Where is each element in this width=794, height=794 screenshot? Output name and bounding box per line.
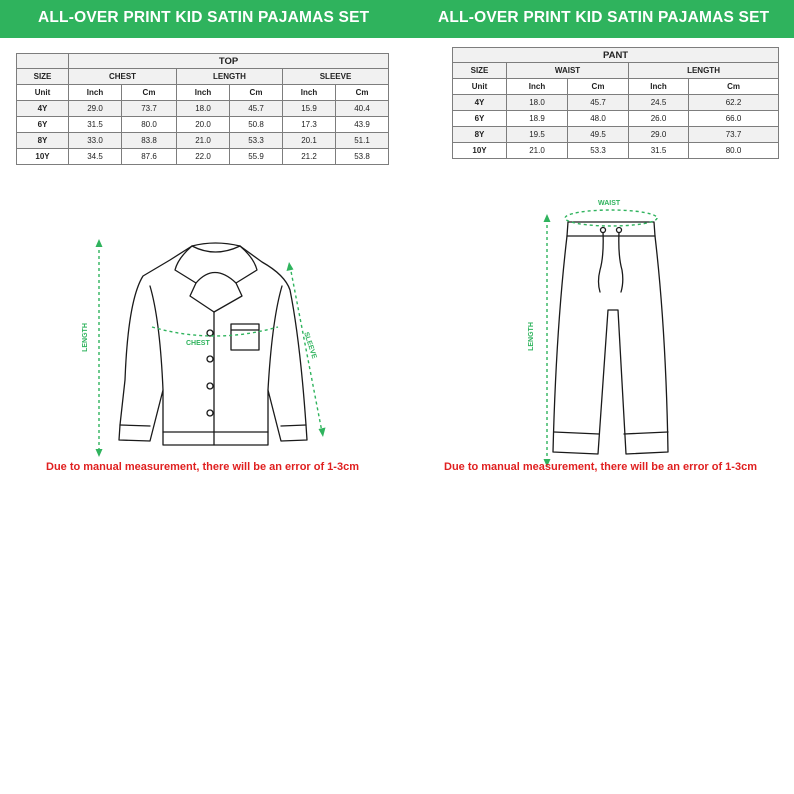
table-cell: 51.1: [336, 133, 389, 149]
title-left: ALL-OVER PRINT KID SATIN PAJAMAS SET: [38, 9, 370, 26]
table-cell: 53.3: [568, 143, 629, 159]
unit-cell: Cm: [230, 85, 283, 101]
unit-cell: Inch: [507, 79, 568, 95]
table-cell: 48.0: [568, 111, 629, 127]
top-header-sleeve: SLEEVE: [283, 69, 389, 85]
shirt-right-sleeve-seam: [268, 286, 282, 390]
pants-right-cuff: [624, 432, 668, 434]
sleeve-label: SLEEVE: [302, 331, 318, 360]
unit-cell: Inch: [69, 85, 122, 101]
top-length-label: LENGTH: [81, 323, 89, 352]
table-cell: 49.5: [568, 127, 629, 143]
arrow-head: [319, 428, 326, 438]
shirt-neck-inner: [196, 273, 236, 284]
pants-left-cuff: [554, 432, 599, 434]
size-cell: 8Y: [17, 133, 69, 149]
pants-waist-line: [565, 210, 657, 226]
eyelet: [601, 228, 606, 233]
size-cell: 4Y: [453, 95, 507, 111]
top-header-length: LENGTH: [177, 69, 283, 85]
table-cell: 53.8: [336, 149, 389, 165]
table-cell: 73.7: [689, 127, 779, 143]
table-cell: 20.0: [177, 117, 230, 133]
pant-section-title: PANT: [453, 48, 779, 63]
arrow-head: [96, 449, 103, 457]
pants-drawstring-left: [599, 232, 604, 292]
table-cell: 20.1: [283, 133, 336, 149]
unit-cell: Cm: [336, 85, 389, 101]
shirt-button: [207, 330, 213, 336]
table-cell: 21.2: [283, 149, 336, 165]
pant-header-length: LENGTH: [629, 63, 779, 79]
shirt-button: [207, 383, 213, 389]
size-cell: 4Y: [17, 101, 69, 117]
table-cell: 21.0: [507, 143, 568, 159]
pants-drawing: [553, 222, 668, 454]
title-right: ALL-OVER PRINT KID SATIN PAJAMAS SET: [438, 9, 770, 26]
arrow-head: [287, 262, 294, 271]
table-cell: 66.0: [689, 111, 779, 127]
pant-header-waist: WAIST: [507, 63, 629, 79]
size-cell: 6Y: [17, 117, 69, 133]
table-cell: 83.8: [122, 133, 177, 149]
unit-cell: Inch: [177, 85, 230, 101]
top-section-title: TOP: [69, 54, 389, 69]
size-cell: 10Y: [17, 149, 69, 165]
table-cell: 45.7: [230, 101, 283, 117]
top-header-size: SIZE: [17, 69, 69, 85]
waist-label: WAIST: [598, 200, 621, 207]
table-cell: 18.9: [507, 111, 568, 127]
table-cell: 33.0: [69, 133, 122, 149]
unit-cell: Cm: [568, 79, 629, 95]
table-cell: 34.5: [69, 149, 122, 165]
shirt-left-sleeve-seam: [150, 286, 163, 390]
table-cell: 45.7: [568, 95, 629, 111]
table-cell: 80.0: [122, 117, 177, 133]
table-cell: 18.0: [177, 101, 230, 117]
pants-eyelets: [601, 228, 622, 233]
shirt-dimension-arrows: [96, 239, 326, 457]
pant-length-label: LENGTH: [527, 322, 535, 351]
table-cell: 15.9: [283, 101, 336, 117]
table-cell: 80.0: [689, 143, 779, 159]
measurement-note-left: Due to manual measurement, there will be an error of 1-3cm: [46, 461, 359, 473]
arrow-head: [96, 239, 103, 247]
shirt-dimensions: [99, 244, 322, 452]
unit-cell: Cm: [122, 85, 177, 101]
pant-header-size: SIZE: [453, 63, 507, 79]
table-cell: 29.0: [69, 101, 122, 117]
top-header-chest: CHEST: [69, 69, 177, 85]
size-cell: 6Y: [453, 111, 507, 127]
table-cell: 55.9: [230, 149, 283, 165]
unit-cell: Inch: [629, 79, 689, 95]
unit-cell: Cm: [689, 79, 779, 95]
table-cell: 73.7: [122, 101, 177, 117]
pants-drawstring-right: [619, 232, 623, 292]
shirt-collar-back: [192, 243, 240, 246]
table-cell: 24.5: [629, 95, 689, 111]
unit-cell: Inch: [283, 85, 336, 101]
shirt-collar-left: [175, 246, 214, 312]
chest-label: CHEST: [186, 340, 210, 347]
table-cell: 19.5: [507, 127, 568, 143]
size-cell: 8Y: [453, 127, 507, 143]
table-cell: 40.4: [336, 101, 389, 117]
shirt-body: [119, 246, 307, 445]
unit-cell: Unit: [17, 85, 69, 101]
table-cell: 26.0: [629, 111, 689, 127]
table-cell: 17.3: [283, 117, 336, 133]
table-cell: 62.2: [689, 95, 779, 111]
shirt-right-cuff: [281, 425, 306, 426]
measurement-note-right: Due to manual measurement, there will be an error of 1-3cm: [444, 461, 757, 473]
unit-cell: Unit: [453, 79, 507, 95]
size-cell: 10Y: [453, 143, 507, 159]
table-cell: 31.5: [69, 117, 122, 133]
table-cell: 50.8: [230, 117, 283, 133]
arrow-head: [544, 214, 551, 222]
table-cell: 43.9: [336, 117, 389, 133]
shirt-pocket: [231, 324, 259, 350]
table-cell: 18.0: [507, 95, 568, 111]
pants-outline: [553, 222, 668, 454]
shirt-button: [207, 410, 213, 416]
shirt-button: [207, 356, 213, 362]
table-cell: 31.5: [629, 143, 689, 159]
table-cell: 87.6: [122, 149, 177, 165]
table-cell: 29.0: [629, 127, 689, 143]
table-cell: 22.0: [177, 149, 230, 165]
eyelet: [617, 228, 622, 233]
table-cell: 53.3: [230, 133, 283, 149]
shirt-sleeve-line: [290, 266, 322, 432]
shirt-collar-right: [214, 246, 257, 312]
pants-dimensions: [547, 210, 657, 462]
shirt-left-cuff: [120, 425, 150, 426]
table-cell: 21.0: [177, 133, 230, 149]
